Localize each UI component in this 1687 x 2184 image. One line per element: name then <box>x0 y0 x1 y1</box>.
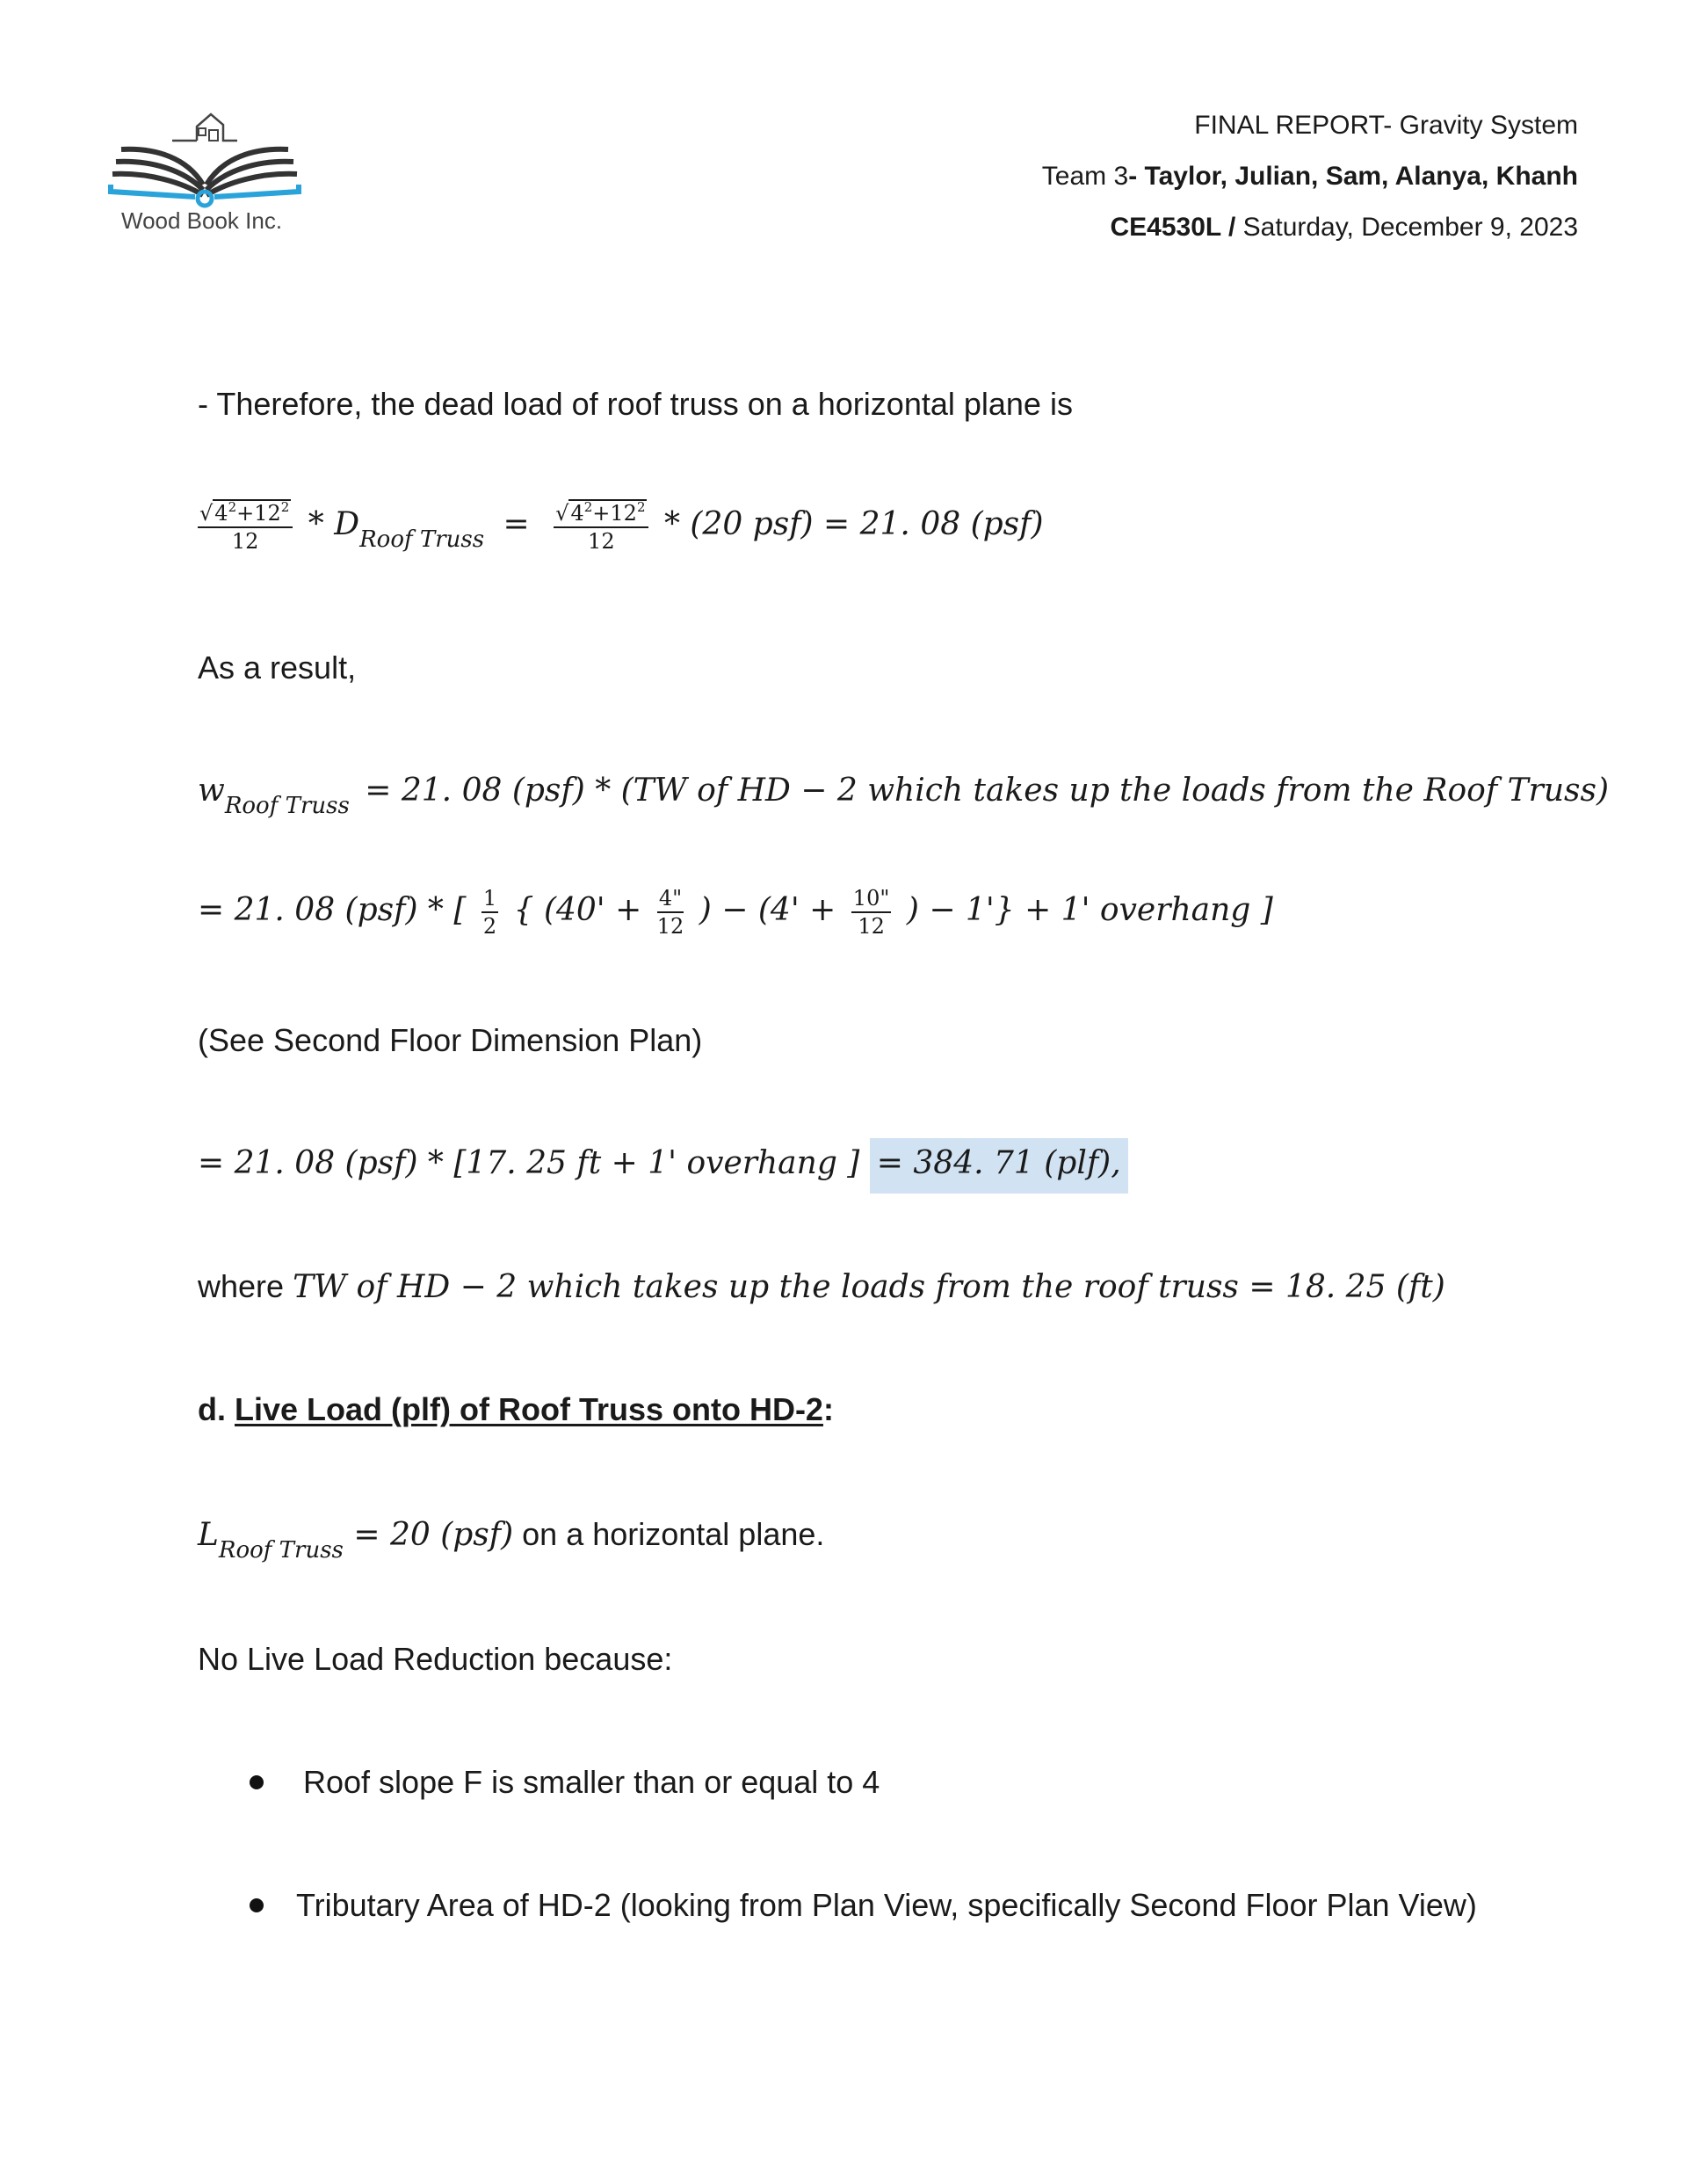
fraction-half: $\frac{1}{2}$ <box>482 886 497 939</box>
team-members: - Taylor, Julian, Sam, Alanya, Khanh <box>1128 162 1578 191</box>
course-date-line <box>1110 214 1578 241</box>
highlighted-result: = 384. 71 (plf), <box>870 1138 1128 1194</box>
course-code: CE4530L / <box>1110 213 1243 242</box>
fraction-10in: $\frac{10"}{12}$ <box>852 886 890 939</box>
intro-text: - Therefore, the dead load of roof truss on a horizontal plane is <box>198 386 1073 422</box>
bullet-dot-2 <box>250 1898 264 1912</box>
equation-w-roof-truss: $w_{Roof Truss} = 21$. 08 (psf) * (TW of HD − 2 which takes up the loads from the Roof Truss) <box>198 773 1610 819</box>
equation-live-load: $L_{Roof Truss} = 20$ (psf) on a horizontal plane. <box>198 1516 825 1564</box>
team-label: Team 3 <box>1041 162 1129 191</box>
fraction-4in: $\frac{4"}{12}$ <box>656 886 684 939</box>
bullet-item-2: Tributary Area of HD-2 (looking from Plan View, specifically Second Floor Plan View) <box>296 1887 1477 1923</box>
where-line: where TW of HD − 2 which takes up the loads from the roof truss = 18. 25 (ft) <box>198 1268 1445 1305</box>
sqrt-fraction-1: $\frac{√4^2+12^2}{12}$ <box>198 501 293 552</box>
no-reduction-text: No Live Load Reduction because: <box>198 1641 673 1677</box>
open-book-house-icon <box>104 104 306 209</box>
see-plan-note: (See Second Floor Dimension Plan) <box>198 1022 703 1058</box>
equation-result-plf: = 21. 08 (psf) * [17. 25 ft + 1' overhang ] = 384. 71 (plf), <box>198 1148 1128 1179</box>
bullet-item-1: Roof slope F is smaller than or equal to 4 <box>303 1764 880 1800</box>
report-date: Saturday, December 9, 2023 <box>1242 213 1578 242</box>
as-result-text: As a result, <box>198 649 357 686</box>
company-logo <box>104 104 306 236</box>
bullet-dot-1 <box>250 1775 264 1789</box>
equation-tributary-width: = 21. 08 (psf) * [ $\frac{1}{2}$ { (40' + $\frac{4"}{12}$ ) − (4' + $\frac{10"}{12}$ ) − 1'} + 1' overhang ] <box>198 886 1273 939</box>
equation-dead-load-horizontal: $\frac{√4^2+12^2}{12}$ * $D_{Roof Truss}$ = $\frac{√4^2+12^2}{12}$ * (20 psf) = 21. 08 (psf) <box>199 499 1044 554</box>
team-line <box>1042 163 1578 190</box>
report-title: FINAL REPORT- Gravity System <box>1194 111 1578 140</box>
sqrt-fraction-2: $\frac{√4^2+12^2}{12}$ <box>554 501 648 552</box>
logo-text: Wood Book Inc. <box>121 207 283 234</box>
section-d-heading: d. Live Load (plf) of Roof Truss onto HD-2: <box>198 1391 834 1427</box>
